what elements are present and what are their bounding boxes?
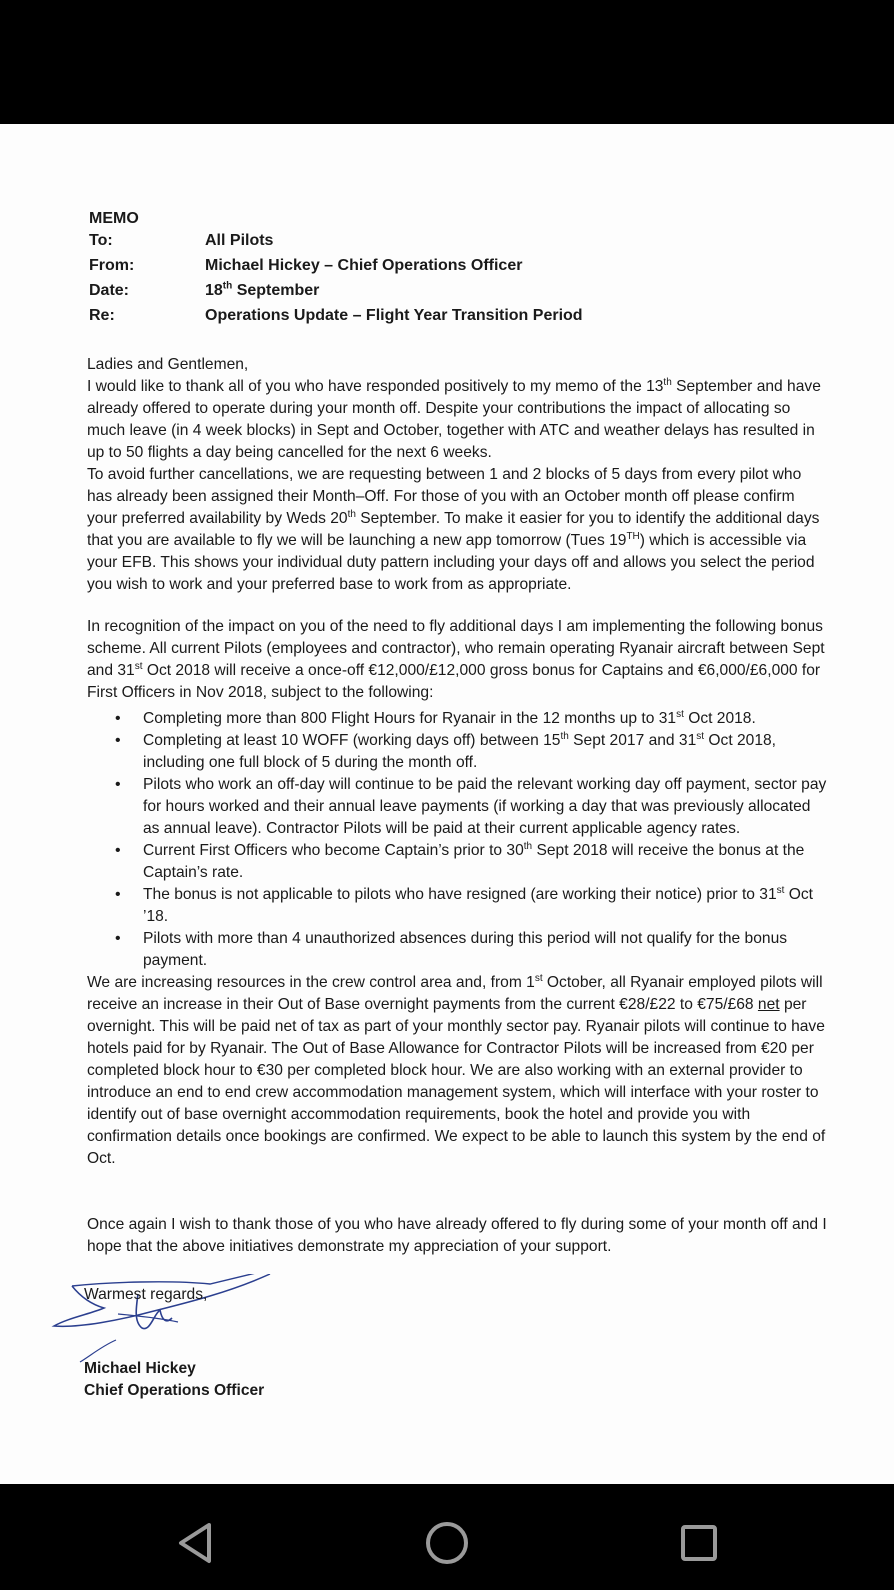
b5-text-a: The bonus is not applicable to pilots who have resigned (are working their notice) prior to 31 xyxy=(143,886,777,903)
memo-document xyxy=(0,124,894,1484)
p4-text-b: October, all Ryanair employed pilots will receive an increase in their Out of Base overnight payments from the current €28/£22 to €75/£68 xyxy=(87,974,823,1013)
date-suffix: th xyxy=(222,280,233,292)
date-day: 18 xyxy=(205,282,223,299)
p4-sup: st xyxy=(534,972,543,984)
p4-text-a: We are increasing resources in the crew control area and, from 1 xyxy=(87,974,535,991)
list-item xyxy=(143,840,827,884)
p2-text-b: September. To make it easier for you to identify the additional days that you are available to fly we will be launching a new app tomorrow (Tues 19 xyxy=(87,510,820,549)
back-button[interactable] xyxy=(170,1518,220,1568)
paragraph-5: Once again I wish to thank those of you who have already offered to fly during some of your month off and I hope that the above initiatives demonstrate my appreciation of your support. xyxy=(87,1216,827,1255)
p2-text-c: ) which is accessible via your EFB. This shows your individual duty pattern including your days off and allows you select the period you wish to work and your preferred base to work from as appropriate. xyxy=(87,532,815,593)
p1-text-a: I would like to thank all of you who have responded positively to my memo of the 13 xyxy=(87,378,664,395)
to-value: All Pilots xyxy=(205,232,274,249)
b2-text-a: Completing at least 10 WOFF (working days off) between 15 xyxy=(143,732,561,749)
list-item: • Pilots who work an off-day will continue to be paid the relevant working day off payment, sector pay for hours worked and their annual leave payments (if working a day that was previously allocated as annual leave). Contractor Pilots will be paid at their current applicable agency rates. xyxy=(143,774,827,840)
b1-text-a: Completing more than 800 Flight Hours for Ryanair in the 12 months up to 31 xyxy=(143,710,677,727)
memo-heading: MEMO xyxy=(89,210,139,227)
home-circle-icon xyxy=(424,1520,470,1566)
date-label: Date: xyxy=(89,282,130,299)
paragraph-4 xyxy=(87,972,827,1170)
list-item: • Pilots with more than 4 unauthorized absences during this period will not qualify for the bonus payment. xyxy=(143,928,827,972)
letter-body xyxy=(87,354,827,596)
bonus-conditions-list xyxy=(87,708,827,972)
re-label: Re: xyxy=(89,307,115,324)
p2-sup-2: TH xyxy=(626,530,640,542)
b4-text-a: Current First Officers who become Captain’s prior to 30 xyxy=(143,842,524,859)
recent-apps-square-icon xyxy=(679,1523,719,1563)
b2-sup-1: th xyxy=(560,730,569,742)
date-month: September xyxy=(232,282,320,299)
from-label: From: xyxy=(89,257,135,274)
back-triangle-icon xyxy=(175,1521,215,1565)
p1-text-b: September and have already offered to operate during your month off. Despite your contributions the impact of allocating so much leave (in 4 week blocks) in Sept and October, together with ATC and weather delays has resulted in up to 50 flights a day being cancelled for the next 6 weeks. xyxy=(87,378,821,461)
recent-apps-button[interactable] xyxy=(674,1518,724,1568)
bonus-section xyxy=(87,616,827,1170)
salutation: Ladies and Gentlemen, xyxy=(87,356,249,373)
paragraph-2 xyxy=(87,464,827,596)
p2-sup-1: th xyxy=(347,508,356,520)
re-value: Operations Update – Flight Year Transition Period xyxy=(205,307,583,324)
b1-sup: st xyxy=(676,708,684,720)
b2-sup-2: st xyxy=(696,730,705,742)
android-nav-bar xyxy=(0,1484,894,1590)
p4-net-underlined: net xyxy=(757,996,780,1013)
date-value xyxy=(205,282,319,300)
b2-text-b: Sept 2017 and 31 xyxy=(568,732,697,749)
p3-text-a: In recognition of the impact on you of the need to fly additional days I am implementing the following bonus scheme. All current Pilots (employees and contractor), who remain operating Ryanair aircraft between Sept and 31 xyxy=(87,618,825,679)
signatory-title: Chief Operations Officer xyxy=(84,1382,265,1399)
status-bar xyxy=(0,0,894,124)
p1-sup: th xyxy=(663,376,672,388)
p3-sup: st xyxy=(134,660,143,672)
b5-text-b: Oct ’18. xyxy=(143,886,814,925)
home-button[interactable] xyxy=(422,1518,472,1568)
p3-text-b: Oct 2018 will receive a once-off €12,000/£12,000 gross bonus for Captains and €6,000/£6,000 for First Officers in Nov 2018, subject to the following: xyxy=(87,662,821,701)
list-item xyxy=(143,730,827,774)
list-item xyxy=(143,884,827,928)
paragraph-1 xyxy=(87,376,827,464)
to-label: To: xyxy=(89,232,113,249)
b4-sup: th xyxy=(523,840,533,852)
b5-sup: st xyxy=(776,884,785,896)
list-item xyxy=(143,708,827,730)
signatory-name: Michael Hickey xyxy=(84,1360,196,1377)
p2-text-a: To avoid further cancellations, we are requesting between 1 and 2 blocks of 5 days from every pilot who has already been assigned their Month–Off. For those of you with an October month off please confirm your preferred availability by Weds 20 xyxy=(87,466,802,527)
b2-text-c: Oct 2018, including one full block of 5 during the month off. xyxy=(143,732,777,771)
paragraph-3 xyxy=(87,616,827,704)
from-value: Michael Hickey – Chief Operations Officer xyxy=(205,257,523,274)
b1-text-b: Oct 2018. xyxy=(683,710,756,727)
b4-text-b: Sept 2018 will receive the bonus at the Captain’s rate. xyxy=(143,842,805,881)
closing-line: Warmest regards, xyxy=(84,1286,208,1303)
p4-text-c: per overnight. This will be paid net of tax as part of your monthly sector pay. Ryanair pilots will continue to have hotels paid for by Ryanair. The Out of Base Allowance for Contractor Pilots will be increased from €20 per completed block hour to €30 per completed block hour. We are also working with an external provider to introduce an end to end crew accommodation management system, which will interface with your roster to identify out of base overnight accommodation requirements, book the hotel and provide you with confirmation details once bookings are confirmed. We expect to be able to launch this system by the end of Oct. xyxy=(87,996,826,1167)
signatory xyxy=(84,1358,264,1402)
